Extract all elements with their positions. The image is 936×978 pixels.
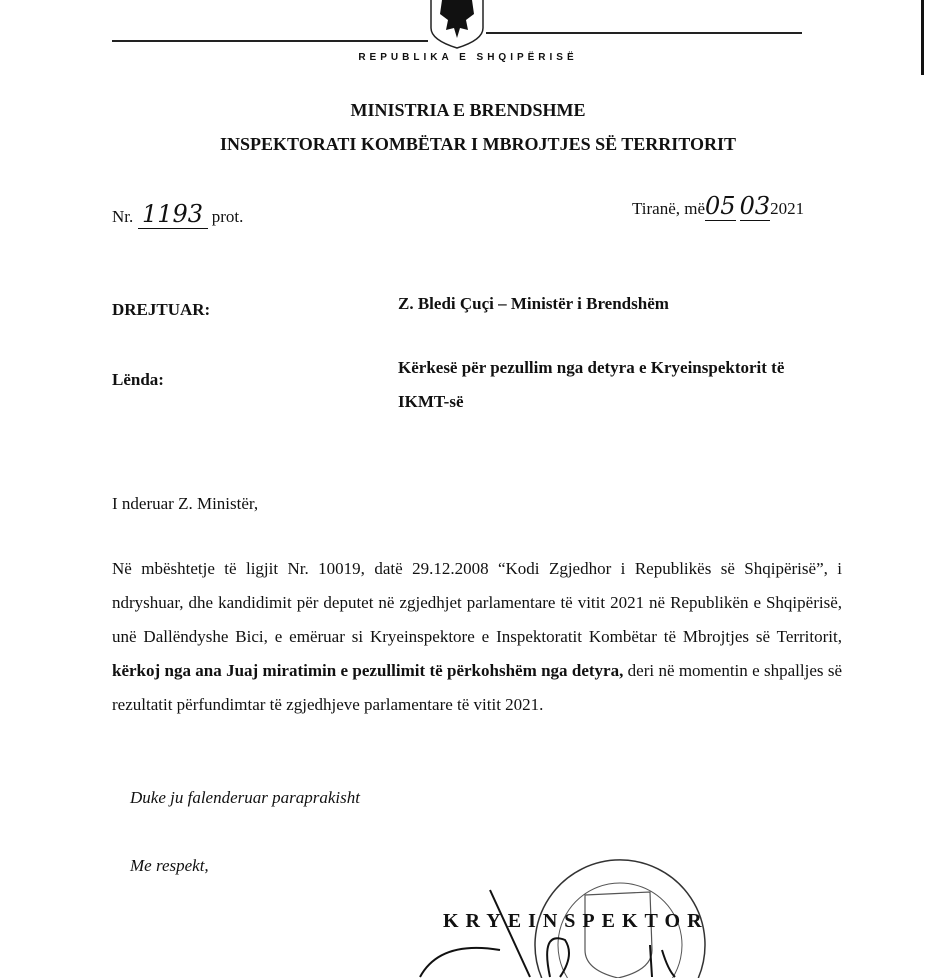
institution-name: INSPEKTORATI KOMBËTAR I MBROJTJES SË TERRITORIT bbox=[220, 134, 736, 154]
scan-edge-bar bbox=[921, 0, 924, 75]
nr-label: Nr. bbox=[112, 207, 134, 226]
date-year: 2021 bbox=[770, 199, 805, 218]
body-text-2: deri në momentin e shpalljes së rezultatit përfundimtar të zgjedhjeve parlamentare të vitit 2021. bbox=[112, 661, 842, 714]
ministry-name: MINISTRIA E BRENDSHME bbox=[350, 100, 586, 120]
body-text-bold: kërkoj nga ana Juaj miratimin e pezullimit të përkohshëm nga detyra, bbox=[112, 661, 624, 680]
subject-label: Lënda: bbox=[112, 370, 164, 389]
nr-value: 1193 bbox=[138, 200, 208, 229]
date-month: 03 bbox=[739, 192, 771, 220]
closing-respect: Me respekt, bbox=[130, 856, 209, 875]
subject-line2: IKMT-së bbox=[398, 392, 464, 411]
body-paragraph bbox=[112, 552, 842, 722]
body-text-1: Në mbështetje të ligjit Nr. 10019, datë 29.12.2008 “Kodi Zgjedhor i Republikës së Shqipërisë”, i ndryshuar, dhe kandidimit për deputet në zgjedhjet parlamentare të vitit 2021 në Republikën e Shqipërisë, unë Dallëndyshe Bici, e emëruar si Kryeinspektore e Inspektoratit Kombëtar të Mbrojtjes së Territorit, bbox=[112, 559, 842, 646]
coat-of-arms-emblem bbox=[428, 0, 486, 50]
document-date bbox=[632, 192, 804, 220]
subject-line1: Kërkesë për pezullim nga detyra e Kryeinspektorit të bbox=[398, 358, 785, 377]
date-day: 05 bbox=[705, 192, 736, 220]
addressee-value: Z. Bledi Çuçi – Ministër i Brendshëm bbox=[398, 294, 669, 313]
signature-title: KRYEINSPEKTOR bbox=[443, 910, 709, 932]
prot-label: prot. bbox=[211, 207, 244, 226]
closing-thanks: Duke ju falenderuar paraprakisht bbox=[130, 788, 360, 807]
protocol-number bbox=[112, 200, 243, 229]
addressee-label: DREJTUAR: bbox=[112, 300, 211, 319]
official-stamp bbox=[400, 820, 720, 978]
place-label: Tiranë, më bbox=[632, 199, 706, 218]
header-rule-right bbox=[486, 32, 802, 34]
salutation: I nderuar Z. Ministër, bbox=[112, 494, 259, 513]
country-name: REPUBLIKA E SHQIPËRISË bbox=[358, 52, 578, 63]
header-rule-left bbox=[112, 40, 428, 42]
